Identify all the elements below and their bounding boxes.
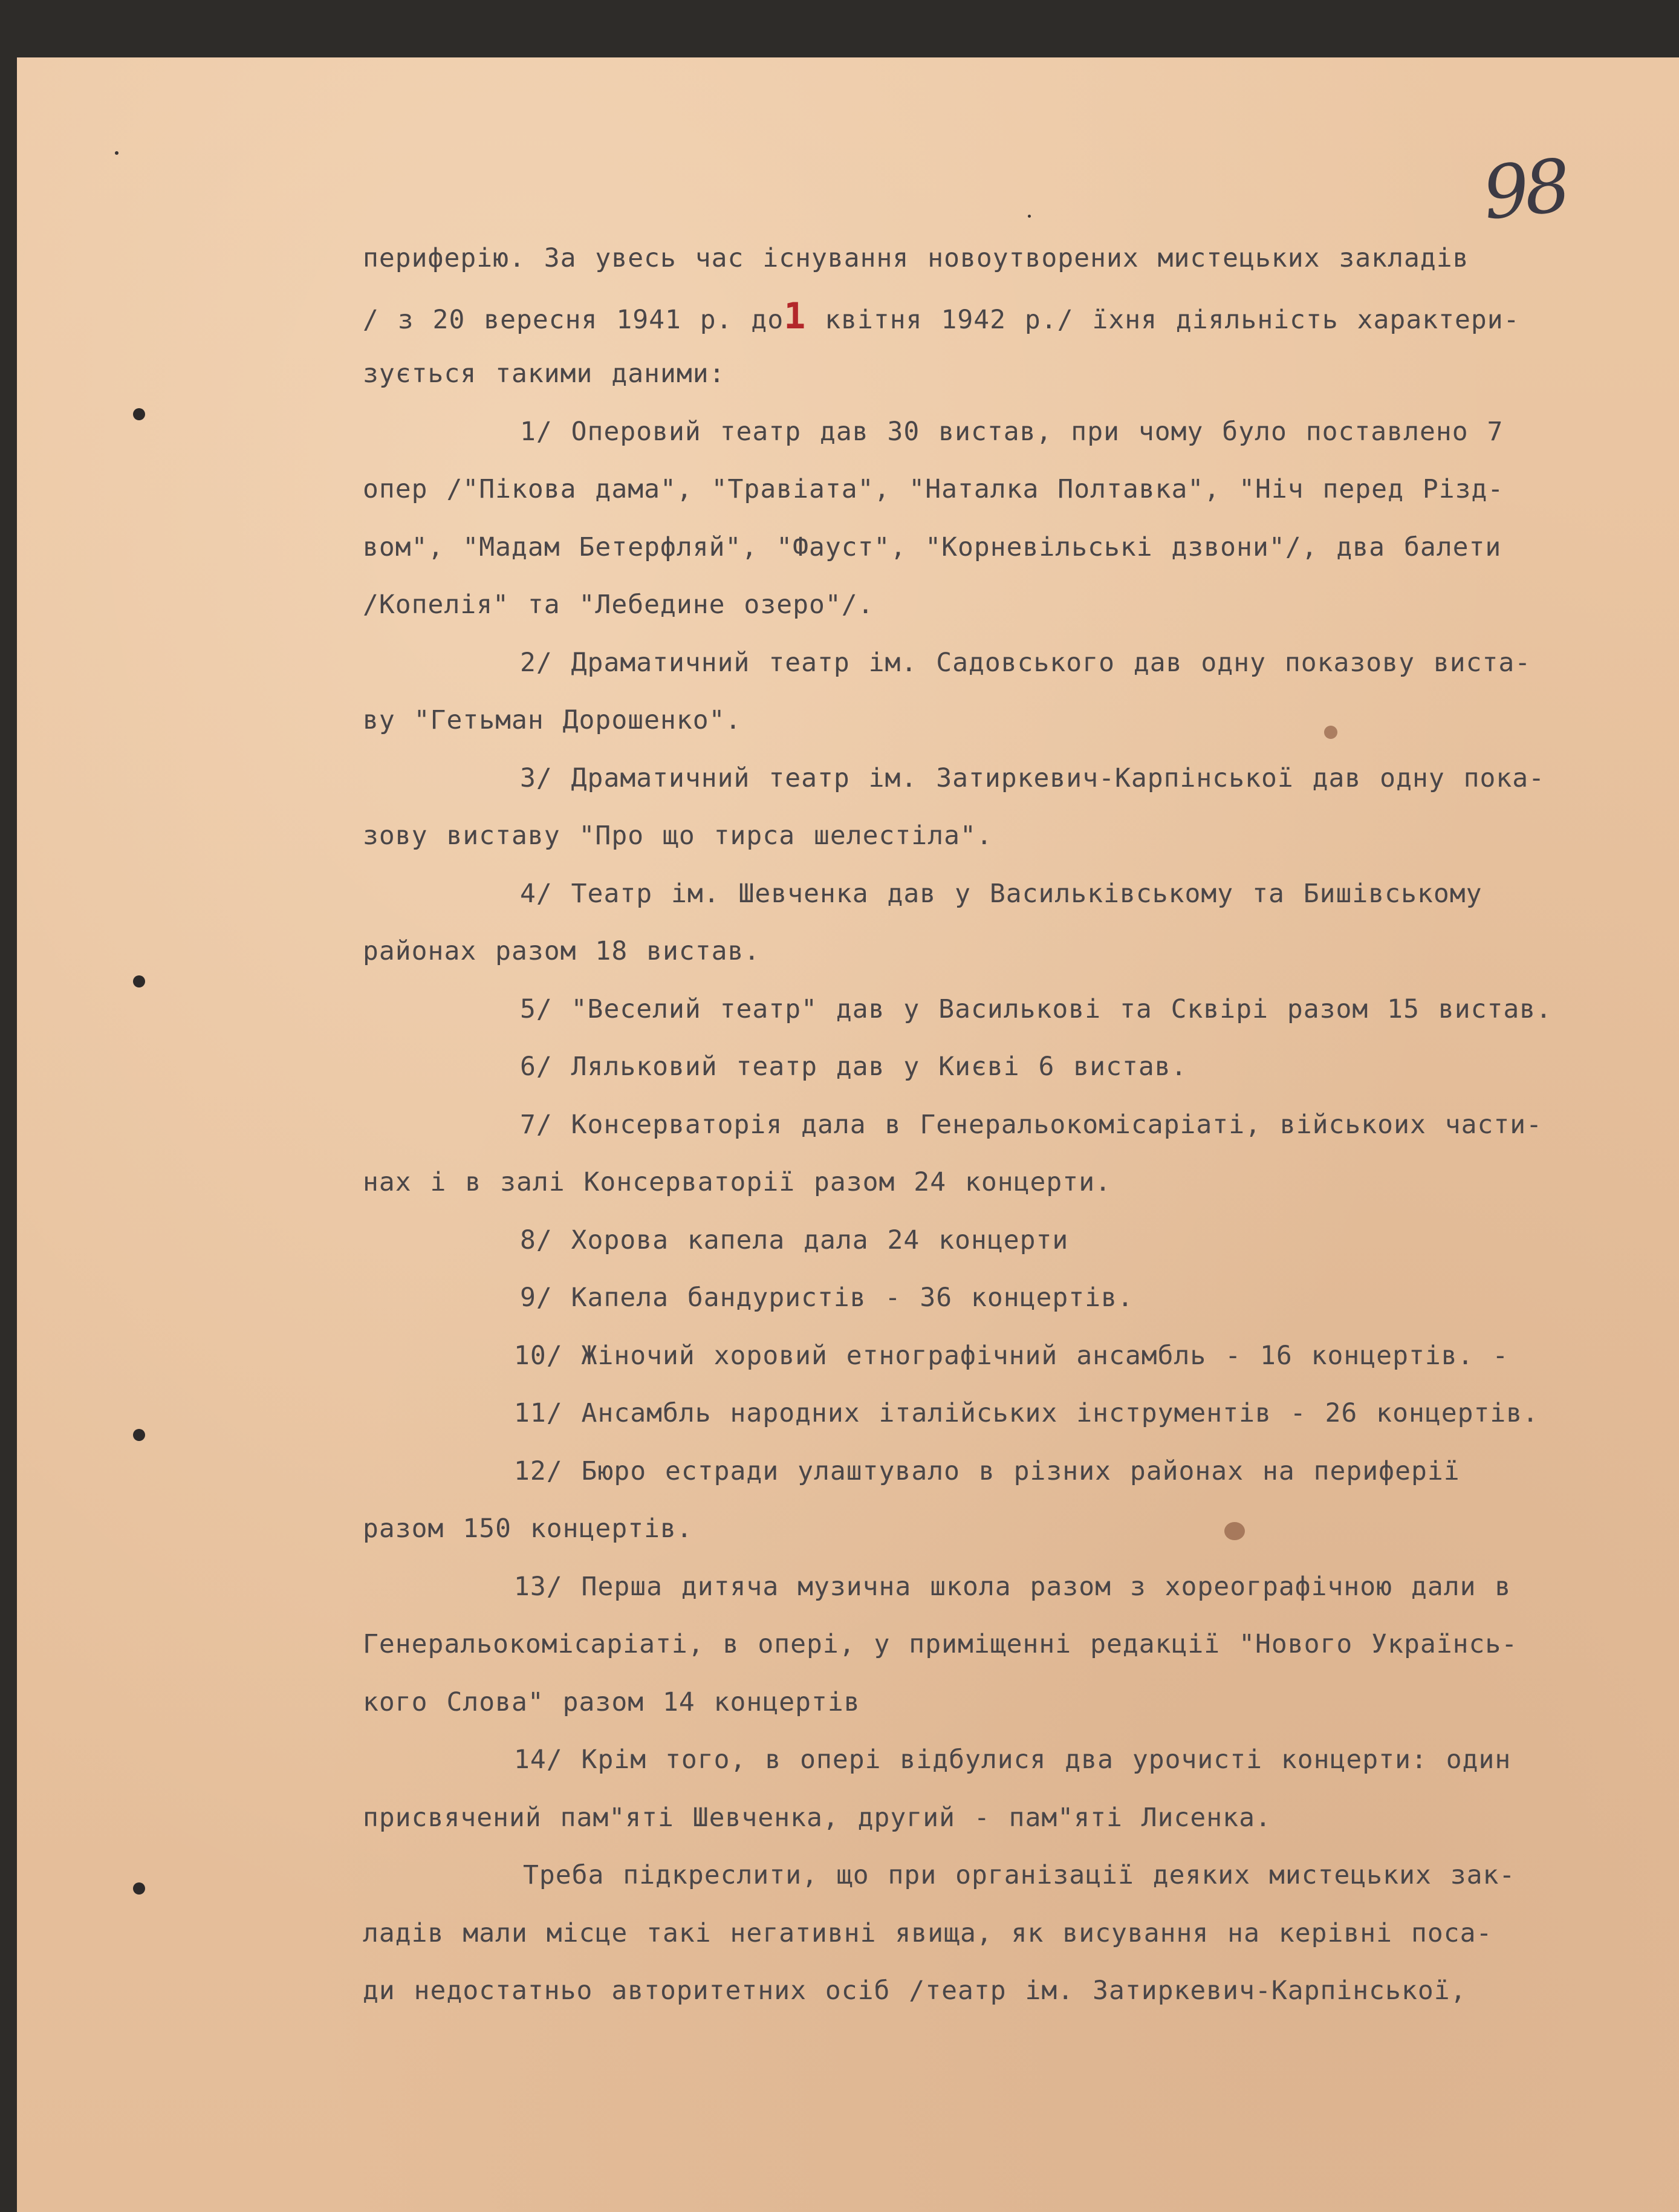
text-line: кого Слова" разом 14 концертів [363, 1687, 860, 1717]
list-item-line: 11/ Ансамбль народних італійських інструментів - 26 концертів. [514, 1398, 1539, 1428]
paper-mark [115, 151, 119, 155]
text-line: присвячений пам"яті Шевченка, другий - пам"яті Лисенка. [363, 1802, 1271, 1833]
list-item-line: 6/ Ляльковий театр дав у Києві 6 вистав. [520, 1052, 1187, 1082]
text-line: ладів мали місце такі негативні явища, як висування на керівні поса- [363, 1918, 1493, 1948]
text-line-part: / з 20 вересня 1941 р. до [363, 304, 784, 335]
list-item-line: 8/ Хорова капела дала 24 концерти [520, 1225, 1069, 1255]
page-number: 98 [1479, 144, 1570, 236]
text-line: Генеральокомісаріаті, в опері, у приміщенні редакції "Нового Українсь- [363, 1629, 1518, 1659]
list-item-line: 7/ Консерваторія дала в Генеральокомісаріаті, військоих части- [520, 1109, 1543, 1140]
text-line: ву "Гетьман Дорошенко". [363, 705, 742, 735]
text-line: опер /"Пікова дама", "Травіата", "Наталка Полтавка", "Ніч перед Різд- [363, 474, 1504, 504]
handwritten-correction: 1 [784, 294, 807, 337]
list-item-line: 14/ Крім того, в опері відбулися два урочисті концерти: один [514, 1745, 1512, 1775]
list-item-line: 4/ Театр ім. Шевченка дав у Васильківському та Бишівському [520, 878, 1483, 909]
binding-hole [133, 975, 145, 987]
list-item-line: 12/ Бюро естради улаштувало в різних районах на периферії [514, 1456, 1460, 1486]
paper-mark [1028, 215, 1031, 218]
text-line: ди недостатньо авторитетних осіб /театр ім. Затиркевич-Карпінської, [363, 1976, 1467, 2006]
list-item-line: 3/ Драматичний театр ім. Затиркевич-Карпінської дав одну пока- [520, 763, 1545, 793]
text-line-part: квітня 1942 р./ їхня діяльність характери- [806, 304, 1520, 335]
list-item-line: 2/ Драматичний театр ім. Садовського дав одну показову виста- [520, 647, 1531, 678]
binding-hole [133, 408, 145, 420]
list-item-line: 1/ Оперовий театр дав 30 вистав, при чому було поставлено 7 [520, 416, 1504, 447]
text-line: /Копелія" та "Лебедине озеро"/. [363, 590, 874, 620]
text-line: районах разом 18 вистав. [363, 936, 761, 966]
list-item-line: 10/ Жіночий хоровий етнографічний ансамбль - 16 концертів. - [514, 1340, 1509, 1371]
text-line: вом", "Мадам Бетерфляй", "Фауст", "Корневільські дзвони"/, два балети [363, 532, 1502, 562]
list-item-line: 5/ "Веселий театр" дав у Василькові та Сквірі разом 15 вистав. [520, 994, 1553, 1024]
text-line [363, 288, 1651, 346]
text-line: разом 150 концертів. [363, 1514, 693, 1544]
text-line: нах і в залі Консерваторії разом 24 концерти. [363, 1167, 1111, 1197]
binding-hole [133, 1882, 145, 1895]
text-line: зову виставу "Про що тирса шелестіла". [363, 821, 993, 851]
document-body [363, 230, 1651, 2020]
text-line: периферію. За увесь час існування новоутворених мистецьких закладів [363, 243, 1469, 273]
text-line: зується такими даними: [363, 359, 726, 389]
binding-hole [133, 1429, 145, 1441]
list-item-line: 13/ Перша дитяча музична школа разом з хореографічною дали в [514, 1571, 1512, 1602]
list-item-line: 9/ Капела бандуристів - 36 концертів. [520, 1283, 1134, 1313]
paragraph-start-line: Треба підкреслити, що при організації деяких мистецьких зак- [523, 1860, 1516, 1890]
